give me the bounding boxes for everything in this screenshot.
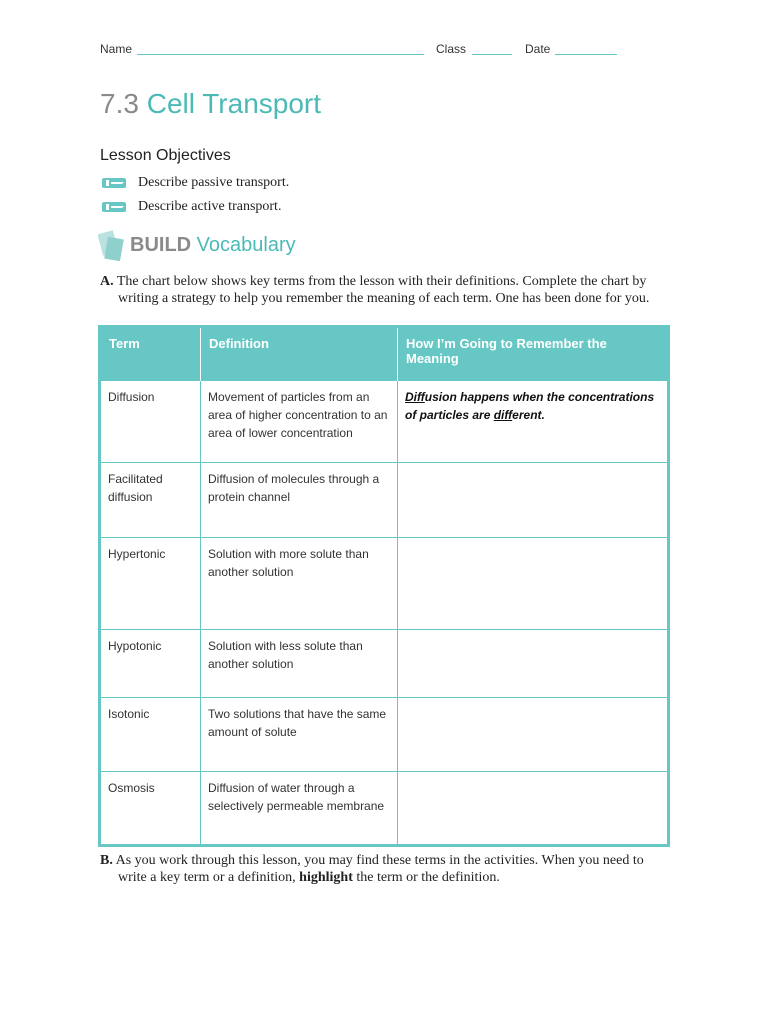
build-word: BUILD [130,234,192,256]
section-a-instructions [100,273,670,307]
section-b-instructions [100,852,670,886]
section-name: Cell Transport [146,88,322,119]
build-vocabulary-heading [130,234,296,257]
highlight-word: highlight [299,870,353,885]
student-info-row [100,40,620,58]
term-cell: Hypotonic [100,630,201,698]
definition-cell: Two solutions that have the same amount of solute [201,698,398,772]
term-cell: Diffusion [100,381,201,463]
strategy-answer-cell[interactable] [398,772,669,846]
section-number: 7.3 [100,88,139,119]
pencil-icon [102,201,126,213]
date-field-line[interactable] [555,54,617,55]
objective-text: Describe passive transport. [138,175,290,190]
section-b-line1: As you work through this lesson, you may find these terms in the activities. When you need to [115,853,644,868]
strategy-answer-cell[interactable] [398,463,669,538]
section-b-line2-post: the term or the definition. [352,870,500,885]
term-cell: Isotonic [100,698,201,772]
pencil-icon [102,177,126,189]
table-row [100,698,669,772]
term-cell: Hypertonic [100,538,201,630]
class-field-line[interactable] [472,54,512,55]
definition-cell: Solution with less solute than another solution [201,630,398,698]
strategy-answer-cell[interactable] [398,630,669,698]
table-row [100,772,669,846]
definition-cell: Diffusion of water through a selectively permeable membrane [201,772,398,846]
vocabulary-cards-icon [98,228,126,264]
column-header-definition: Definition [201,327,398,381]
definition-cell: Solution with more solute than another solution [201,538,398,630]
strategy-text: erent. [512,408,545,422]
objective-text: Describe active transport. [138,199,282,214]
name-label: Name [100,42,133,56]
table-row [100,381,669,463]
table-row [100,463,669,538]
section-b-letter: B. [100,853,113,868]
page-title [100,88,321,120]
section-b-line2 [100,869,670,886]
vocabulary-word: Vocabulary [196,234,296,256]
highlight-text: diff [493,408,513,422]
section-b-line2-pre: write a key term or a definition, [118,870,300,885]
strategy-text: usion happens when the concentrations of particles are [405,390,655,422]
column-header-term: Term [100,327,201,381]
column-header-strategy: How I’m Going to Remember the Meaning [398,327,669,381]
term-cell: Osmosis [100,772,201,846]
class-label: Class [436,42,467,56]
date-label: Date [525,42,551,56]
table-row [100,630,669,698]
definition-cell: Diffusion of molecules through a protein channel [201,463,398,538]
objectives-heading: Lesson Objectives [100,147,231,164]
definition-cell: Movement of particles from an area of higher concentration to an area of lower concentration [201,381,398,463]
strategy-cell [398,381,669,463]
table-row [100,538,669,630]
term-cell: Facilitated diffusion [100,463,201,538]
strategy-answer-cell[interactable] [398,698,669,772]
table-header-row [100,327,669,381]
vocabulary-table [98,325,670,847]
highlight-text: Diff [405,390,425,404]
section-a-line1: The chart below shows key terms from the lesson with their definitions. Complete the chart by [116,274,647,289]
name-field-line[interactable] [137,54,424,55]
strategy-answer-cell[interactable] [398,538,669,630]
section-a-line2: writing a strategy to help you remember the meaning of each term. One has been done for you. [118,291,650,306]
section-a-letter: A. [100,274,114,289]
